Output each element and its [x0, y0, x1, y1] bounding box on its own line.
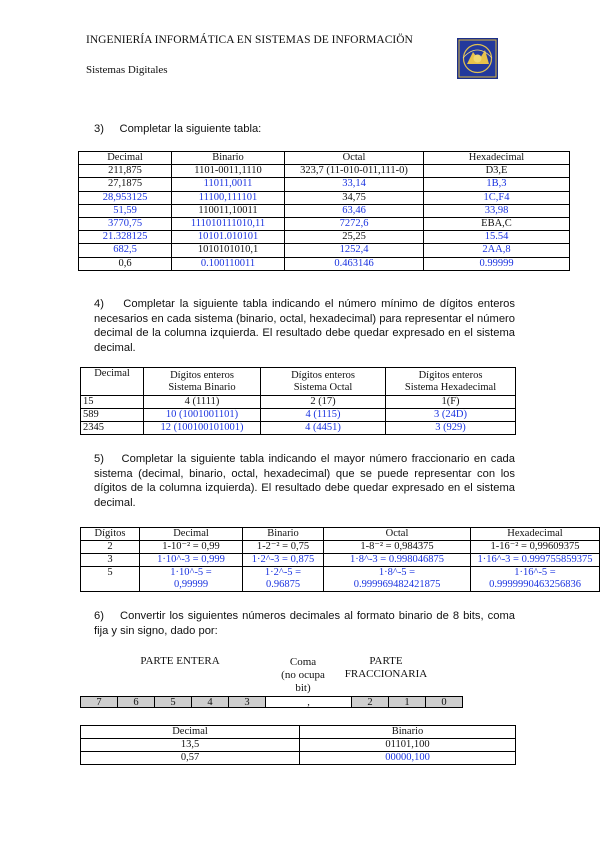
answer-cell: 11011,0011 — [172, 178, 285, 191]
conversion-table — [78, 151, 570, 271]
answer-cell: 1·16^-3 = 0.999755859375 — [471, 554, 600, 567]
answer-cell: 1252,4 — [285, 244, 424, 257]
header-line: Dígitos enteros — [170, 369, 234, 381]
cell-line: 1·10^-5 = — [170, 567, 212, 578]
table-header-row — [81, 726, 516, 739]
answer-cell — [140, 567, 243, 592]
column-header — [386, 368, 516, 396]
column-header — [261, 368, 386, 396]
answer-cell: 0.100110011 — [172, 257, 285, 270]
table-cell: 2 (17) — [261, 396, 386, 409]
table-row — [79, 217, 570, 230]
bit-cell: 2 — [351, 696, 389, 708]
table-row — [81, 396, 516, 409]
label-line: Coma — [289, 656, 317, 668]
table-row — [79, 204, 570, 217]
table-cell: 27,1875 — [79, 178, 172, 191]
cell-line: 0.96875 — [265, 579, 301, 590]
bit-cell: 4 — [191, 696, 229, 708]
answer-cell: 1·10^-3 = 0,999 — [140, 554, 243, 567]
table-cell: 25,25 — [285, 231, 424, 244]
column-header: Hexadecimal — [471, 528, 600, 541]
table-row — [79, 165, 570, 178]
table-cell: 1-10⁻² = 0,99 — [140, 541, 243, 554]
header-line: Dígitos enteros — [418, 369, 483, 381]
university-seal-icon — [457, 38, 498, 79]
header-line: Sistema Binario — [168, 381, 236, 393]
cell-line: 1·2^-5 = — [264, 567, 302, 578]
answer-cell: 11100,111101 — [172, 191, 285, 204]
table-cell: 1101-0011,1110 — [172, 165, 285, 178]
column-header: Octal — [285, 152, 424, 165]
answer-cell: 33,98 — [424, 204, 570, 217]
table-row — [81, 567, 600, 592]
answer-cell: 4 (4451) — [261, 422, 386, 435]
table-cell: 110011,10011 — [172, 204, 285, 217]
answer-cell: 15.54 — [424, 231, 570, 244]
label-line: bit) — [295, 682, 311, 694]
answer-cell: 00000,100 — [300, 752, 516, 765]
table-row — [81, 541, 600, 554]
table-cell: 2345 — [81, 422, 144, 435]
answer-cell: 3770,75 — [79, 217, 172, 230]
answer-cell: 12 (100100101001) — [144, 422, 261, 435]
table-cell: 211,875 — [79, 165, 172, 178]
bit-cell: 1 — [388, 696, 426, 708]
table-cell: D3,E — [424, 165, 570, 178]
table-cell: 1-16⁻² = 0,99609375 — [471, 541, 600, 554]
column-header: Dígitos — [81, 528, 140, 541]
bit-cell: 6 — [117, 696, 155, 708]
comma-cell: , — [265, 696, 352, 708]
table-row — [81, 554, 600, 567]
table-row — [79, 191, 570, 204]
table-cell: 5 — [81, 567, 140, 592]
cell-line: 1·8^-5 = — [378, 567, 416, 578]
answer-cell: 10 (1001001101) — [144, 409, 261, 422]
column-header: Hexadecimal — [424, 152, 570, 165]
answer-cell: 4 (1115) — [261, 409, 386, 422]
header-line: Sistema Octal — [293, 381, 353, 393]
table-row — [79, 178, 570, 191]
table-cell: 0,57 — [81, 752, 300, 765]
column-header: Binario — [243, 528, 324, 541]
table-cell: 15 — [81, 396, 144, 409]
max-fraction-table — [80, 527, 600, 592]
table-header-row — [79, 152, 570, 165]
table-row — [79, 231, 570, 244]
table-cell: 34,75 — [285, 191, 424, 204]
table-header-row — [81, 528, 600, 541]
column-header: Octal — [324, 528, 471, 541]
table-row — [81, 739, 516, 752]
answer-cell: 111010111010,11 — [172, 217, 285, 230]
answer-cell: 1C,F4 — [424, 191, 570, 204]
integer-part-label: PARTE ENTERA — [140, 655, 220, 667]
table-cell: 1-2⁻² = 0,75 — [243, 541, 324, 554]
table-cell: 13,5 — [81, 739, 300, 752]
column-header: Binario — [300, 726, 516, 739]
table-cell: 01101,100 — [300, 739, 516, 752]
answer-cell: 33,14 — [285, 178, 424, 191]
bit-cell: 3 — [228, 696, 266, 708]
answer-cell: 1B,3 — [424, 178, 570, 191]
answer-cell: 1·2^-3 = 0,875 — [243, 554, 324, 567]
table-cell: 4 (1111) — [144, 396, 261, 409]
cell-line: 1·16^-5 = — [514, 567, 556, 578]
table-row — [81, 422, 516, 435]
answer-cell: 21.328125 — [79, 231, 172, 244]
answer-cell — [324, 567, 471, 592]
table-cell: 1010101010,1 — [172, 244, 285, 257]
answer-cell: 0.463146 — [285, 257, 424, 270]
table-cell: EBA,C — [424, 217, 570, 230]
column-header: Decimal — [81, 726, 300, 739]
question-4-prompt: 4) Completar la siguiente tabla indicando el número mínimo de dígitos enteros necesarios en cada sistema (binario, octal, hexadecimal) para representar el número decimal de la columna izquierda. El resultado debe quedar expresado en el sistema decimal. — [94, 298, 515, 354]
cell-line: 0.999969482421875 — [353, 579, 441, 590]
min-digits-table — [80, 367, 516, 435]
table-row — [79, 257, 570, 270]
bit-cell: 0 — [425, 696, 463, 708]
question-5-prompt: 5) Completar la siguiente tabla indicando el mayor número fraccionario en cada sistema (decimal, binario, octal, hexadecimal) que se puede representar con los dígitos de la columna izquierda). El resultado debe quedar expresado en el sistema decimal. — [94, 453, 515, 509]
label-line: (no ocupa — [281, 669, 325, 681]
fixed-point-table — [80, 725, 516, 765]
question-6-prompt: 6) Convertir los siguientes números decimales al formato binario de 8 bits, coma fija y sin signo, dado por: — [94, 610, 515, 637]
table-cell: 0,6 — [79, 257, 172, 270]
fraction-part-label — [336, 655, 436, 681]
label-line: PARTE — [369, 655, 403, 667]
table-cell: 1(F) — [386, 396, 516, 409]
column-header: Decimal — [140, 528, 243, 541]
answer-cell — [243, 567, 324, 592]
column-header — [144, 368, 261, 396]
header-line: Dígitos enteros — [291, 369, 355, 381]
answer-cell: 3 (24D) — [386, 409, 516, 422]
column-header: Binario — [172, 152, 285, 165]
table-cell: 3 — [81, 554, 140, 567]
comma-label — [272, 656, 334, 695]
bit-cell: 5 — [154, 696, 192, 708]
answer-cell: 0.99999 — [424, 257, 570, 270]
answer-cell: 7272,6 — [285, 217, 424, 230]
table-cell: 2 — [81, 541, 140, 554]
column-header: Decimal — [81, 368, 144, 396]
question-3-prompt: 3) Completar la siguiente tabla: — [94, 123, 262, 135]
table-row — [81, 409, 516, 422]
answer-cell: 2AA,8 — [424, 244, 570, 257]
label-line: FRACCIONARIA — [344, 668, 428, 680]
answer-cell: 682,5 — [79, 244, 172, 257]
column-header: Decimal — [79, 152, 172, 165]
header-line: Sistema Hexadecimal — [404, 381, 497, 393]
bit-cell: 7 — [80, 696, 118, 708]
table-cell: 323,7 (11-010-011,111-0) — [285, 165, 424, 178]
table-row — [81, 752, 516, 765]
answer-cell: 51,59 — [79, 204, 172, 217]
answer-cell: 3 (929) — [386, 422, 516, 435]
answer-cell: 28,953125 — [79, 191, 172, 204]
cell-line: 0,99999 — [173, 579, 209, 590]
document-subtitle: Sistemas Digitales — [86, 64, 168, 76]
table-cell: 1-8⁻² = 0,984375 — [324, 541, 471, 554]
table-cell: 589 — [81, 409, 144, 422]
document-title: INGENIERÍA INFORMÁTICA EN SISTEMAS DE INFORMACIÖN — [86, 34, 413, 46]
answer-cell: 63,46 — [285, 204, 424, 217]
table-header-row — [81, 368, 516, 396]
cell-line: 0.9999990463256836 — [489, 579, 581, 590]
table-row — [79, 244, 570, 257]
answer-cell: 1·8^-3 = 0.998046875 — [324, 554, 471, 567]
answer-cell: 10101.010101 — [172, 231, 285, 244]
answer-cell — [471, 567, 600, 592]
